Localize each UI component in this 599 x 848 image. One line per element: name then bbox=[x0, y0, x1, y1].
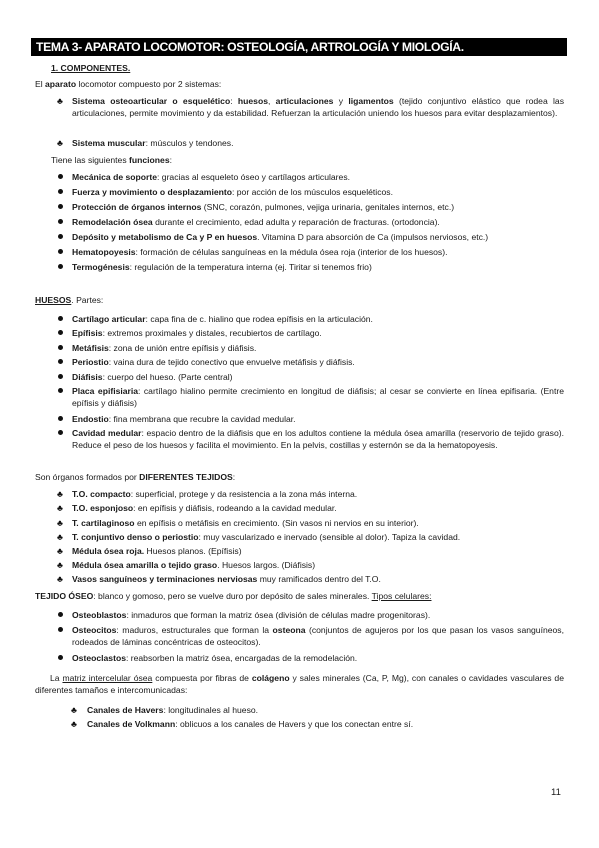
club-bullet-icon: ♣ bbox=[57, 96, 63, 106]
funciones-intro: Tiene las siguientes funciones: bbox=[51, 155, 173, 165]
bullet-icon bbox=[58, 316, 63, 321]
list-item-tejido: T.O. compacto: superficial, protege y da resistencia a la zona más interna. bbox=[72, 489, 358, 499]
club-bullet-icon: ♣ bbox=[57, 489, 63, 499]
list-item-funcion: Termogénesis: regulación de la temperatura interna (ej. Tiritar si tenemos frio) bbox=[72, 262, 372, 272]
list-item-parte-hueso: Cartílago articular: capa fina de c. hialino que rodea epífisis en la articulación. bbox=[72, 314, 373, 324]
list-item-parte-hueso: Epífisis: extremos proximales y distales, recubiertos de cartílago. bbox=[72, 328, 322, 338]
club-bullet-icon: ♣ bbox=[71, 719, 77, 729]
list-item-tejido: Vasos sanguíneos y terminaciones nerviosas muy ramificados dentro del T.O. bbox=[72, 574, 381, 584]
list-item-canal: Canales de Volkmann: oblicuos a los canales de Havers y que los conectan entre sí. bbox=[87, 719, 414, 729]
list-item-sistema-muscular: Sistema muscular: músculos y tendones. bbox=[72, 138, 234, 148]
list-item-funcion: Depósito y metabolismo de Ca y P en huesos. Vitamina D para absorción de Ca (impulsos nerviosos, etc.) bbox=[72, 232, 489, 242]
list-item-funcion: Remodelación ósea durante el crecimiento, edad adulta y reparación de fracturas. (ortodoncia). bbox=[72, 217, 440, 227]
intro-paragraph: El aparato locomotor compuesto por 2 sistemas: bbox=[35, 79, 222, 89]
bullet-icon bbox=[58, 612, 63, 617]
bullet-icon bbox=[58, 430, 63, 435]
bullet-icon bbox=[58, 174, 63, 179]
bullet-icon bbox=[58, 204, 63, 209]
list-item-tejido: T.O. esponjoso: en epífisis y diáfisis, rodeando a la cavidad medular. bbox=[72, 503, 337, 513]
list-item-parte-hueso: Diáfisis: cuerpo del hueso. (Parte central) bbox=[72, 372, 233, 382]
page-title: TEMA 3- APARATO LOCOMOTOR: OSTEOLOGÍA, ARTROLOGÍA Y MIOLOGÍA. bbox=[31, 38, 567, 56]
bullet-icon bbox=[58, 345, 63, 350]
list-item-parte-hueso: Placa epifisiaria: cartílago hialino permite crecimiento en longitud de diáfisis; al cesar se convierte en línea epifisaria. (Entre epífisis y diáfisis) bbox=[72, 386, 564, 408]
list-item-sistema-osteoarticular: Sistema osteoarticular o esquelético: huesos, articulaciones y ligamentos (tejido conjuntivo elástico que rodea las articulaciones, permite movimiento y da estabilidad. Refuerzan la articulación uniendo los huesos para evitar desplazamientos). bbox=[72, 96, 564, 118]
bullet-icon bbox=[58, 330, 63, 335]
list-item-celula: Osteoblastos: inmaduros que forman la matriz ósea (división de células madre progenitoras). bbox=[72, 610, 431, 620]
list-item-celula: Osteoclastos: reabsorben la matriz ósea, encargadas de la remodelación. bbox=[72, 653, 358, 663]
tejidos-intro: Son órganos formados por DIFERENTES TEJIDOS: bbox=[35, 472, 236, 482]
list-item-canal: Canales de Havers: longitudinales al hueso. bbox=[87, 705, 259, 715]
bullet-icon bbox=[58, 374, 63, 379]
list-item-funcion: Mecánica de soporte: gracias al esqueleto óseo y cartílagos articulares. bbox=[72, 172, 350, 182]
club-bullet-icon: ♣ bbox=[57, 503, 63, 513]
club-bullet-icon: ♣ bbox=[57, 560, 63, 570]
bullet-icon bbox=[58, 359, 63, 364]
club-bullet-icon: ♣ bbox=[57, 532, 63, 542]
list-item-parte-hueso: Periostio: vaina dura de tejido conectivo que envuelve metáfisis y diáfisis. bbox=[72, 357, 355, 367]
list-item-celula: Osteocitos: maduros, estructurales que forman la osteona (conjuntos de agujeros por los que pasan los vasos sanguíneos, rodeados de láminas concéntricas de osteocitos). bbox=[72, 625, 564, 647]
list-item-tejido: T. cartilaginoso en epífisis o metáfisis en crecimiento. (Sin vasos ni nervios en su interior). bbox=[72, 518, 419, 528]
bullet-icon bbox=[58, 627, 63, 632]
bullet-icon bbox=[58, 416, 63, 421]
list-item-parte-hueso: Metáfisis: zona de unión entre epífisis y diáfisis. bbox=[72, 343, 257, 353]
list-item-funcion: Fuerza y movimiento o desplazamiento: por acción de los músculos esqueléticos. bbox=[72, 187, 393, 197]
club-bullet-icon: ♣ bbox=[57, 518, 63, 528]
bullet-icon bbox=[58, 264, 63, 269]
list-item-tejido: Médula ósea roja. Huesos planos. (Epífisis) bbox=[72, 546, 242, 556]
section-heading-huesos: HUESOS. Partes: bbox=[35, 295, 104, 305]
club-bullet-icon: ♣ bbox=[71, 705, 77, 715]
bullet-icon bbox=[58, 655, 63, 660]
list-item-tejido: T. conjuntivo denso o periostio: muy vascularizado e inervado (sensible al dolor). Tapiza la cavidad. bbox=[72, 532, 461, 542]
tejido-oseo-paragraph: TEJIDO ÓSEO: blanco y gomoso, pero se vuelve duro por depósito de sales minerales. Tipos celulares: bbox=[35, 591, 432, 601]
list-item-parte-hueso: Endostio: fina membrana que recubre la cavidad medular. bbox=[72, 414, 296, 424]
club-bullet-icon: ♣ bbox=[57, 138, 63, 148]
matriz-paragraph: La matriz intercelular ósea compuesta por fibras de colágeno y sales minerales (Ca, P, Mg), con canales o cavidades vasculares de diferentes tamaños e intercomunicadas: bbox=[35, 673, 564, 695]
bullet-icon bbox=[58, 189, 63, 194]
bullet-icon bbox=[58, 234, 63, 239]
club-bullet-icon: ♣ bbox=[57, 574, 63, 584]
list-item-funcion: Protección de órganos internos (SNC, corazón, pulmones, vejiga urinaria, genitales internos, etc.) bbox=[72, 202, 455, 212]
bullet-icon bbox=[58, 219, 63, 224]
list-item-tejido: Médula ósea amarilla o tejido graso. Huesos largos. (Diáfisis) bbox=[72, 560, 316, 570]
section-heading-componentes: 1. COMPONENTES. bbox=[51, 63, 131, 73]
club-bullet-icon: ♣ bbox=[57, 546, 63, 556]
bullet-icon bbox=[58, 388, 63, 393]
page-number: 11 bbox=[551, 787, 561, 798]
list-item-funcion: Hematopoyesis: formación de células sanguíneas en la médula ósea roja (interior de los huesos). bbox=[72, 247, 448, 257]
list-item-parte-hueso: Cavidad medular: espacio dentro de la diáfisis que en los adultos contiene la médula ósea amarilla (reservorio de tejido graso). Reduce el peso de los huesos y facilita el movimiento. En la pelvis, costillas y esternón se da la hematopoyesis. bbox=[72, 428, 565, 450]
bullet-icon bbox=[58, 249, 63, 254]
